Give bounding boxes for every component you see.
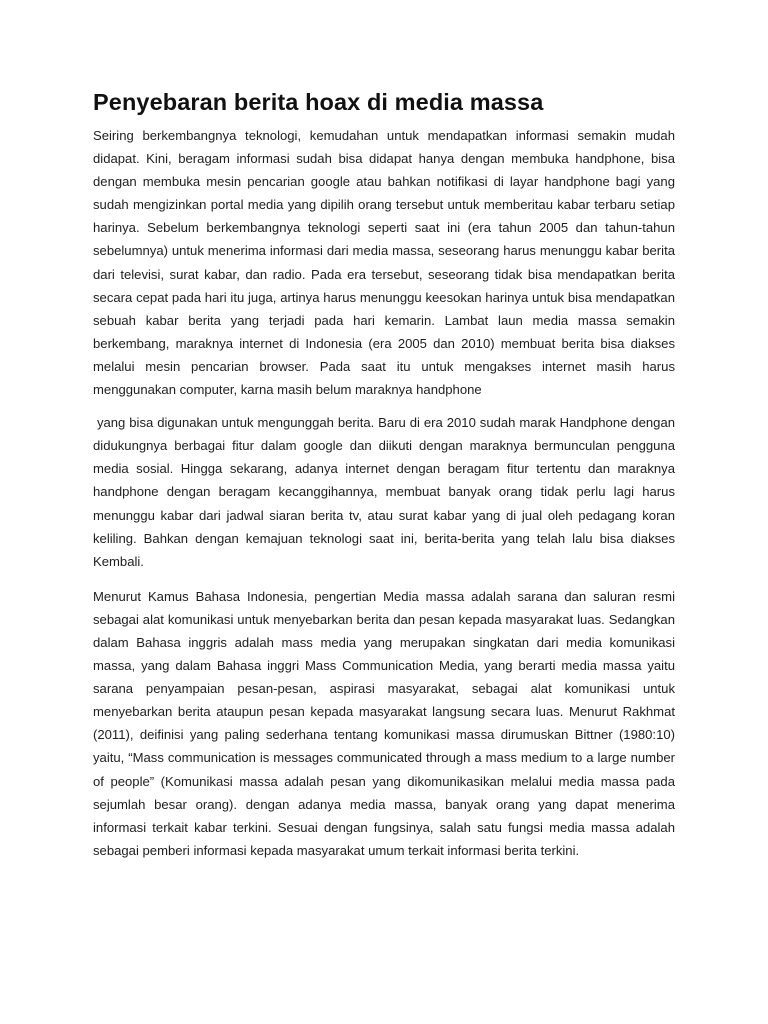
paragraph-2: yang bisa digunakan untuk mengunggah berita. Baru di era 2010 sudah marak Handphone dengan didukungnya berbagai fitur dalam google dan diikuti dengan maraknya bermunculan pengguna media sosial. Hingga sekarang, adanya internet dengan beragam fitur tertentu dan maraknya handphone dengan beragam kecanggihannya, membuat banyak orang tidak perlu lagi harus menunggu kabar dari jadwal siaran berita tv, atau surat kabar yang di jual oleh pedagang koran keliling. Bahkan dengan kemajuan teknologi saat ini, berita-berita yang telah lalu bisa diakses Kembali. <box>93 415 679 569</box>
document-title: Penyebaran berita hoax di media massa <box>93 89 544 115</box>
paragraph-3: Menurut Kamus Bahasa Indonesia, pengertian Media massa adalah sarana dan saluran resmi sebagai alat komunikasi untuk menyebarkan berita dan pesan kepada masyarakat luas. Sedangkan dalam Bahasa inggris adalah mass media yang merupakan singkatan dari media komunikasi massa, yang dalam Bahasa inggri Mass Communication Media, yang berarti media massa yaitu sarana penyampaian pesan-pesan, aspirasi masyarakat, sebagai alat komunikasi untuk menyebarkan berita ataupun pesan kepada masyarakat langsung secara luas. Menurut Rakhmat (2011), deifinisi yang paling sederhana tentang komunikasi massa dirumuskan Bittner (1980:10) yaitu, “Mass communication is messages communicated through a mass medium to a large number of people” (Komunikasi massa adalah pesan yang dikomunikasikan melalui media massa pada sejumlah besar orang). dengan adanya media massa, banyak orang yang dapat menerima informasi terkait kabar terkini. Sesuai dengan fungsinya, salah satu fungsi media massa adalah sebagai pemberi informasi kepada masyarakat umum terkait informasi berita terkini. <box>93 588 675 858</box>
paragraph-1: Seiring berkembangnya teknologi, kemudahan untuk mendapatkan informasi semakin mudah didapat. Kini, beragam informasi sudah bisa didapat hanya dengan membuka handphone, bisa dengan membuka mesin pencarian google atau bahkan notifikasi di layar handphone bagi yang sudah mengizinkan portal media yang dipilih orang tersebut untuk memberitau kabar terbaru setiap harinya. Sebelum berkembangnya teknologi seperti saat ini (era tahun 2005 dan tahun-tahun sebelumnya) untuk menerima informasi dari media massa, seseorang harus menunggu kabar berita dari televisi, surat kabar, dan radio. Pada era tersebut, seseorang tidak bisa mendapatkan berita secara cepat pada hari itu juga, artinya harus menunggu keesokan harinya untuk bisa mendapatkan sebuah kabar berita yang terjadi pada hari kemarin. Lambat laun media massa semakin berkembang, maraknya internet di Indonesia (era 2005 dan 2010) membuat berita bisa diakses melalui mesin pencarian browser. Pada saat itu untuk mengakses internet masih harus menggunakan computer, karna masih belum maraknya handphone <box>93 128 675 398</box>
document-page <box>93 88 679 874</box>
